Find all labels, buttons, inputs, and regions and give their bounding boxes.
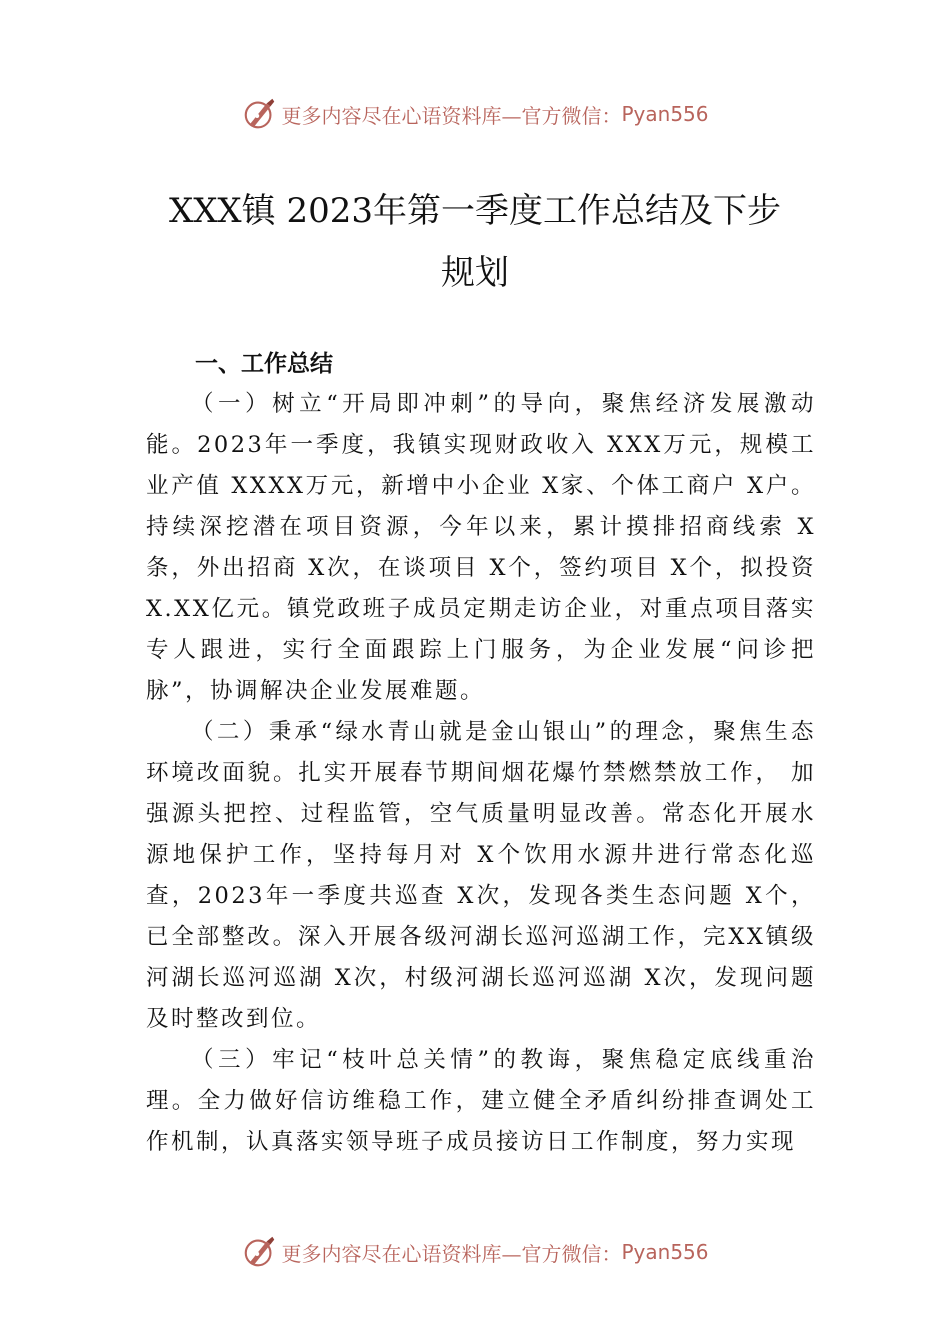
document-body xyxy=(146,384,816,1163)
watermark-wechat-id: Pyan556 xyxy=(621,1240,709,1264)
paragraph-stability: （三）牢记“枝叶总关情”的教诲，聚焦稳定底线重治理。全力做好信访维稳工作，建立健全矛盾纠纷排查调处工作机制，认真落实领导班子成员接访日工作制度，努力实现 xyxy=(146,1047,816,1155)
watermark-text: 更多内容尽在心语资料库—官方微信： xyxy=(281,103,622,128)
watermark-banner-bottom xyxy=(0,1232,950,1272)
pen-logo-icon xyxy=(241,95,279,133)
paragraph-economy: （一）树立“开局即冲刺”的导向，聚焦经济发展激动能。2023年一季度，我镇实现财政收入 XXX万元，规模工业产值 XXXX万元，新增中小企业 X家、个体工商户 X户。持续深挖潜在项目资源，今年以来，累计摸排招商线索 X条，外出招商 X次，在谈项目 X个，签约项目 X个，拟投资X.XX亿元。镇党政班子成员定期走访企业，对重点项目落实专人跟进，实行全面跟踪上门服务，为企业发展“问诊把脉”，协调解决企业发展难题。 xyxy=(146,391,816,704)
watermark-banner-top xyxy=(0,94,950,134)
watermark-wechat-id: Pyan556 xyxy=(621,102,709,126)
section-heading-work-summary: 一、工作总结 xyxy=(195,351,333,377)
document-title-line-2: 规划 xyxy=(441,253,509,293)
document-title-line-1: XXX镇 2023年第一季度工作总结及下步 xyxy=(169,191,781,231)
paragraph-ecology: （二）秉承“绿水青山就是金山银山”的理念，聚焦生态环境改面貌。扎实开展春节期间烟花爆竹禁燃禁放工作， 加强源头把控、过程监管，空气质量明显改善。常态化开展水源地保护工作，坚持每月对 X个饮用水源井进行常态化巡查，2023年一季度共巡查 X次，发现各类生态问题 X个，已全部整改。深入开展各级河湖长巡河巡湖工作，完XX镇级河湖长巡河巡湖 X次，村级河湖长巡河巡湖 X次，发现问题及时整改到位。 xyxy=(146,719,816,1032)
pen-logo-icon xyxy=(241,1233,279,1271)
watermark-text: 更多内容尽在心语资料库—官方微信： xyxy=(281,1241,622,1266)
